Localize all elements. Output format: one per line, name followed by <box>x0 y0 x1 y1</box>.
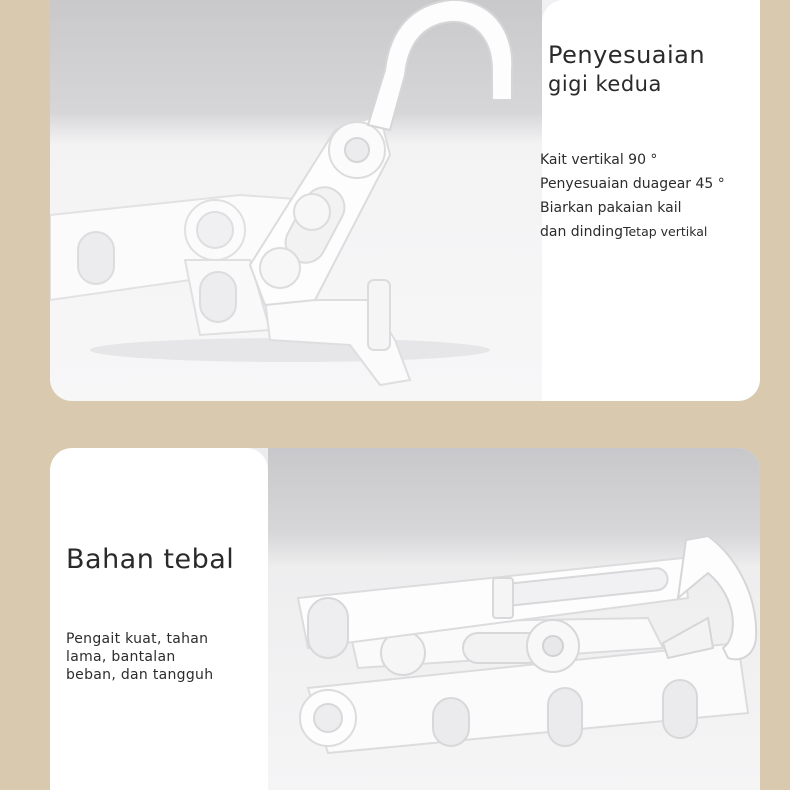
hanger-hook-icon <box>50 0 542 401</box>
description-line: beban, dan tangguh <box>66 667 214 683</box>
feature-title <box>548 40 705 98</box>
feature-title-line2: gigi kedua <box>548 72 662 97</box>
hanger-folded-icon <box>268 448 760 790</box>
spec-line-split <box>540 220 760 244</box>
spec-line: Kait vertikal 90 ° <box>540 152 658 168</box>
description-line: lama, bantalan <box>66 649 176 665</box>
spec-line: Tetap vertikal <box>622 224 708 239</box>
feature-text-card <box>50 448 268 790</box>
product-photo-hook <box>50 0 542 401</box>
spec-line: Biarkan pakaian kail <box>540 200 682 216</box>
description-line: Pengait kuat, tahan <box>66 631 209 647</box>
feature-panel-adjustment <box>50 0 760 401</box>
feature-text-card <box>542 0 760 401</box>
spec-line: dan dinding <box>540 224 623 240</box>
feature-description <box>66 630 256 684</box>
feature-panel-material <box>50 448 760 790</box>
product-photo-folded <box>268 448 760 790</box>
feature-title-line1: Penyesuaian <box>548 41 706 69</box>
spec-line: Penyesuaian duagear 45 ° <box>540 176 725 192</box>
feature-spec-list <box>540 148 760 244</box>
feature-title: Bahan tebal <box>66 544 235 575</box>
